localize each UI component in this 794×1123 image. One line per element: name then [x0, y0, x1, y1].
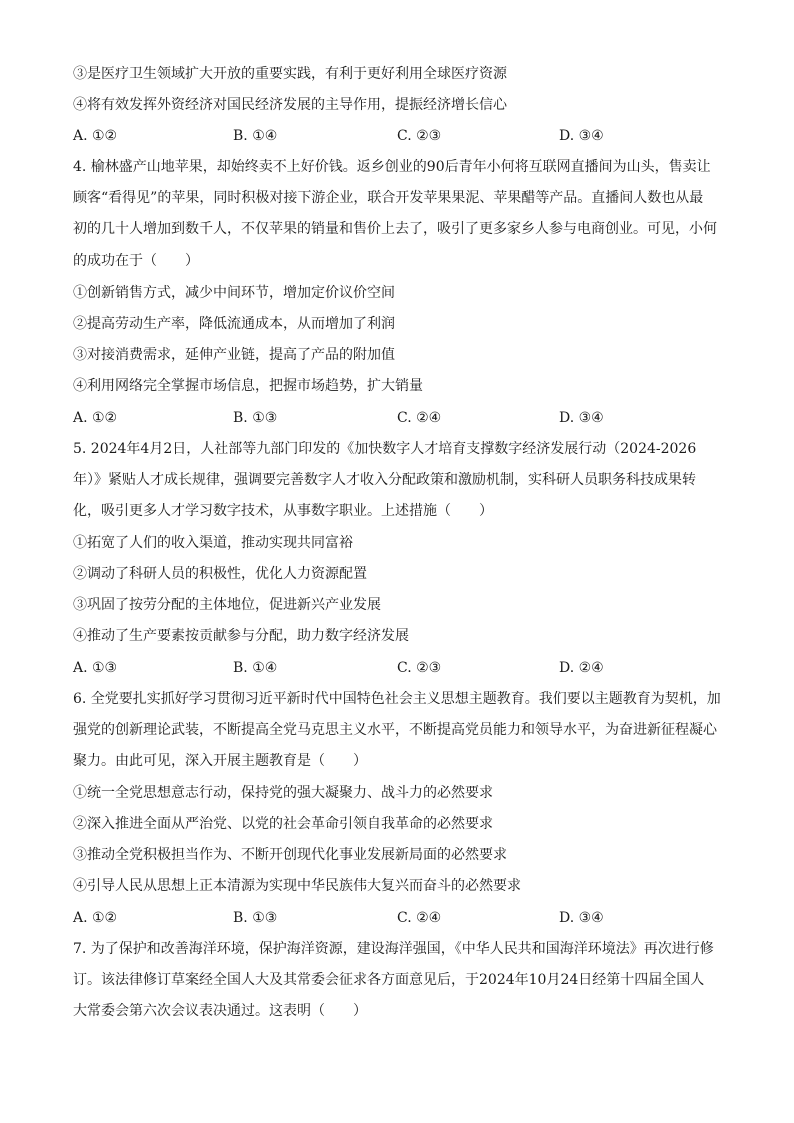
q4-item-3: ③对接消费需求，延伸产业链，提高了产品的附加值 [73, 347, 395, 363]
q4-option-d[interactable]: D. ③④ [559, 410, 604, 426]
q4-stem-line-4: 的成功在于（ ） [73, 253, 199, 269]
q7-stem-line-3: 大常委会第六次会议表决通过。这表明（ ） [73, 1003, 367, 1019]
q6-option-d[interactable]: D. ③④ [559, 910, 604, 926]
q4-stem-line-1: 4. 榆林盛产山地苹果，却始终卖不上好价钱。返乡创业的90后青年小何将互联网直播间为山头，售卖让 [73, 159, 711, 175]
q4-item-2: ②提高劳动生产率，降低流通成本，从而增加了利润 [73, 316, 395, 332]
q6-options [73, 908, 723, 928]
q4-item-4: ④利用网络完全掌握市场信息，把握市场趋势，扩大销量 [73, 378, 423, 394]
q5-options [73, 658, 723, 678]
q4-option-a[interactable]: A. ①② [73, 410, 118, 426]
q4-stem-line-3: 初的几十人增加到数千人，不仅苹果的销量和售价上去了，吸引了更多家乡人参与电商创业。可见，小何 [73, 221, 717, 237]
q3-option-d[interactable]: D. ③④ [559, 128, 604, 144]
q6-option-b[interactable]: B. ①③ [233, 910, 278, 926]
q4-option-b[interactable]: B. ①③ [233, 410, 278, 426]
q5-stem-line-3: 化，吸引更多人才学习数字技术，从事数字职业。上述措施（ ） [73, 503, 493, 519]
q6-item-4: ④引导人民从思想上正本清源为实现中华民族伟大复兴而奋斗的必然要求 [73, 878, 521, 894]
q6-item-1: ①统一全党思想意志行动，保持党的强大凝聚力、战斗力的必然要求 [73, 785, 493, 801]
q6-stem-line-1: 6. 全党要扎实抓好学习贯彻习近平新时代中国特色社会主义思想主题教育。我们要以主题教育为契机，加 [73, 691, 721, 707]
q5-option-d[interactable]: D. ②④ [559, 660, 604, 676]
q5-option-c[interactable]: C. ②③ [397, 660, 442, 676]
q5-stem-line-2: 年）》紧贴人才成长规律，强调要完善数字人才收入分配政策和激励机制，实科研人员职务科技成果转 [73, 472, 696, 488]
q3-option-b[interactable]: B. ①④ [233, 128, 278, 144]
q4-options [73, 408, 723, 428]
q5-option-b[interactable]: B. ①④ [233, 660, 278, 676]
q5-item-4: ④推动了生产要素按贡献参与分配，助力数字经济发展 [73, 628, 409, 644]
q5-item-1: ①拓宽了人们的收入渠道，推动实现共同富裕 [73, 535, 353, 551]
q6-item-3: ③推动全党积极担当作为、不断开创现代化事业发展新局面的必然要求 [73, 847, 507, 863]
q5-stem-line-1: 5. 2024年4月2日，人社部等九部门印发的《加快数字人才培育支撑数字经济发展行动（2024-2026 [73, 441, 697, 457]
q6-stem-line-2: 强党的创新理论武装，不断提高全党马克思主义水平，不断提高党员能力和领导水平，为奋进新征程凝心 [73, 722, 717, 738]
q3-item-4: ④将有效发挥外资经济对国民经济发展的主导作用，提振经济增长信心 [73, 97, 507, 113]
q3-option-a[interactable]: A. ①② [73, 128, 118, 144]
q3-options [73, 126, 723, 146]
q5-option-a[interactable]: A. ①③ [73, 660, 118, 676]
q5-item-2: ②调动了科研人员的积极性，优化人力资源配置 [73, 566, 367, 582]
q4-option-c[interactable]: C. ②④ [397, 410, 442, 426]
q3-option-c[interactable]: C. ②③ [397, 128, 442, 144]
q7-stem-line-2: 订。该法律修订草案经全国人大及其常委会征求各方面意见后，于2024年10月24日经第十四届全国人 [73, 972, 705, 988]
q4-stem-line-2: 顾客“看得见”的苹果，同时积极对接下游企业，联合开发苹果果泥、苹果醋等产品。直播间人数也从最 [73, 190, 704, 206]
q3-item-3: ③是医疗卫生领域扩大开放的重要实践，有利于更好利用全球医疗资源 [73, 66, 507, 82]
q6-option-a[interactable]: A. ①② [73, 910, 118, 926]
q6-stem-line-3: 聚力。由此可见，深入开展主题教育是（ ） [73, 753, 367, 769]
q4-item-1: ①创新销售方式，减少中间环节，增加定价议价空间 [73, 285, 395, 301]
q6-option-c[interactable]: C. ②④ [397, 910, 442, 926]
q6-item-2: ②深入推进全面从严治党、以党的社会革命引领自我革命的必然要求 [73, 816, 493, 832]
q7-stem-line-1: 7. 为了保护和改善海洋环境，保护海洋资源，建设海洋强国，《中华人民共和国海洋环境法》再次进行修 [73, 941, 714, 957]
q5-item-3: ③巩固了按劳分配的主体地位，促进新兴产业发展 [73, 597, 381, 613]
